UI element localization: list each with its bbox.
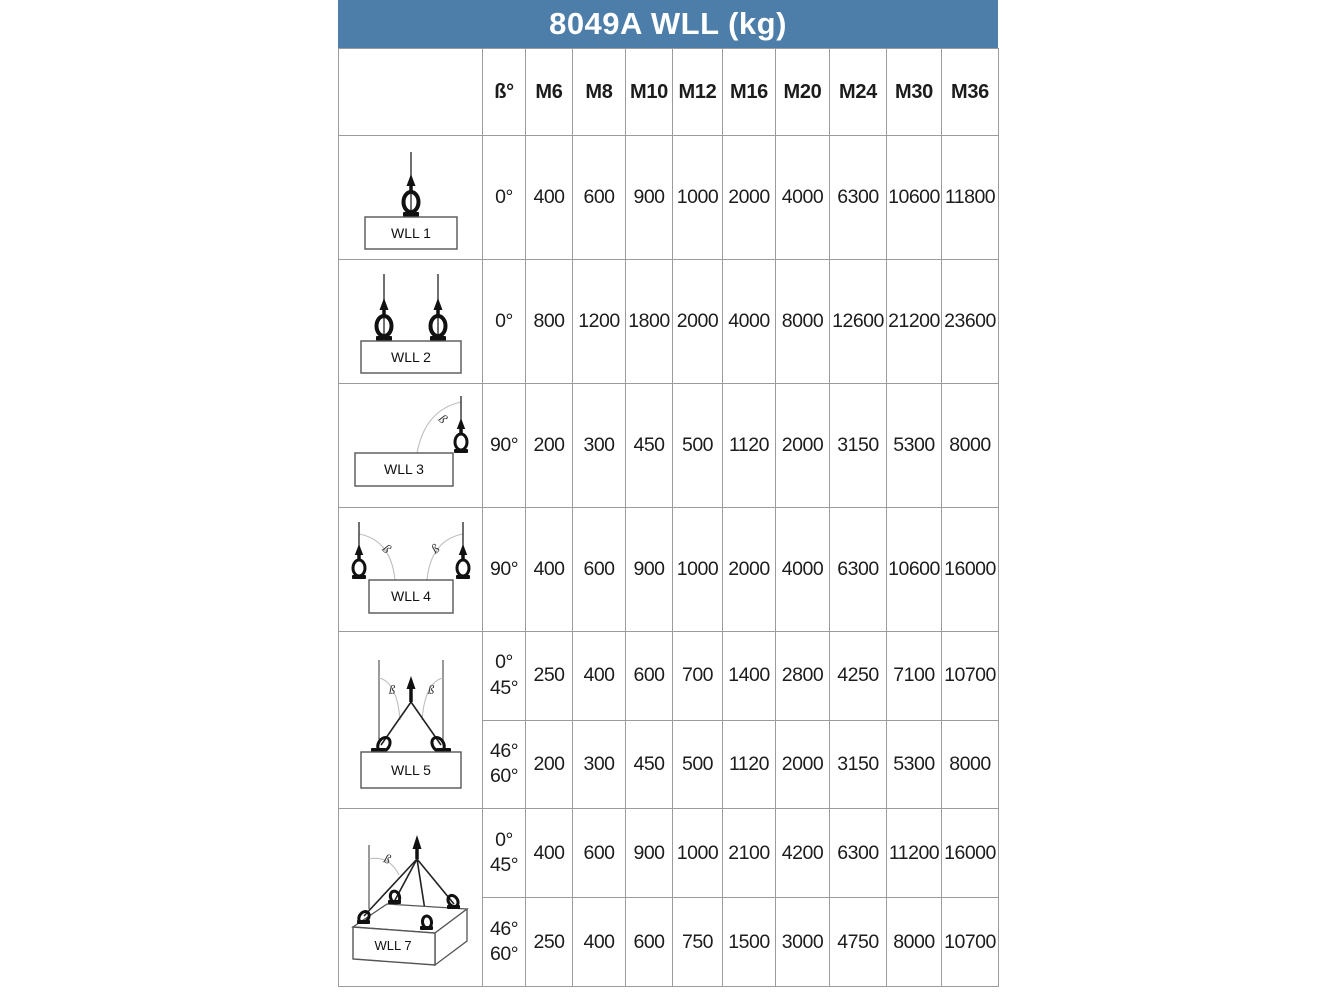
value-cell: 500: [673, 384, 723, 508]
column-header-m30: M30: [887, 49, 942, 136]
eyebolt-icon: [376, 274, 392, 341]
value-cell: 1000: [673, 136, 723, 260]
value-cell: 3150: [830, 720, 887, 809]
table-row: [339, 384, 999, 508]
angle-value: 0°: [495, 828, 513, 851]
value-cell: 750: [673, 898, 723, 987]
angle-cell: [483, 809, 526, 898]
angle-value: 45°: [490, 676, 518, 699]
column-header-m6: M6: [526, 49, 573, 136]
angle-cell: [483, 508, 526, 632]
beta-angle-label: ß: [379, 540, 395, 557]
table-row: [339, 136, 999, 260]
value-cell: 6300: [830, 136, 887, 260]
table-row: [339, 508, 999, 632]
diagram-label: WLL 4: [391, 588, 431, 604]
value-cell: 1400: [723, 632, 776, 721]
angle-value: 0°: [495, 185, 513, 208]
value-cell: 4750: [830, 898, 887, 987]
angle-cell: [483, 632, 526, 721]
beta-angle-label: ß: [435, 410, 451, 427]
value-cell: 300: [573, 384, 626, 508]
column-header-m36: M36: [942, 49, 999, 136]
value-cell: 5300: [887, 384, 942, 508]
value-cell: 1000: [673, 508, 723, 632]
angle-cell: [483, 720, 526, 809]
angle-value: 60°: [490, 765, 518, 788]
column-header-angle: ß°: [483, 49, 526, 136]
column-header-m20: M20: [776, 49, 830, 136]
value-cell: 23600: [942, 260, 999, 384]
table-row: [339, 632, 999, 721]
value-cell: 2000: [723, 508, 776, 632]
beta-angle-label: ß: [388, 682, 396, 697]
value-cell: 5300: [887, 720, 942, 809]
diagram-label: WLL 7: [374, 938, 412, 953]
value-cell: 400: [526, 136, 573, 260]
value-cell: 900: [626, 136, 673, 260]
value-cell: 12600: [830, 260, 887, 384]
header-row: [339, 49, 999, 136]
angle-value: 0°: [495, 309, 513, 332]
value-cell: 10700: [942, 632, 999, 721]
value-cell: 600: [626, 898, 673, 987]
diagram-label: WLL 2: [391, 349, 431, 365]
value-cell: 4250: [830, 632, 887, 721]
illustration-cell-wll5: [339, 632, 483, 809]
value-cell: 11800: [942, 136, 999, 260]
eyebolt-icon: [352, 522, 366, 579]
value-cell: 11200: [887, 809, 942, 898]
eyebolt-icon: [446, 894, 460, 909]
angle-cell: [483, 898, 526, 987]
value-cell: 2000: [673, 260, 723, 384]
wll4-diagram: [339, 508, 483, 631]
value-cell: 1500: [723, 898, 776, 987]
diagram-label: WLL 5: [391, 762, 431, 778]
angle-value: 0°: [495, 651, 513, 674]
illustration-cell-wll7: [339, 809, 483, 987]
value-cell: 7100: [887, 632, 942, 721]
diagram-label: WLL 3: [384, 461, 424, 477]
eyebolt-icon: [454, 418, 468, 453]
eyebolt-icon: [430, 274, 446, 341]
value-cell: 10700: [942, 898, 999, 987]
value-cell: 4000: [776, 136, 830, 260]
value-cell: 500: [673, 720, 723, 809]
value-cell: 10600: [887, 508, 942, 632]
angle-cell: [483, 260, 526, 384]
value-cell: 1200: [573, 260, 626, 384]
column-header-m16: M16: [723, 49, 776, 136]
angle-value: 60°: [490, 943, 518, 965]
value-cell: 8000: [942, 720, 999, 809]
value-cell: 900: [626, 809, 673, 898]
illustration-cell-wll1: [339, 136, 483, 260]
diagram-label: WLL 1: [391, 225, 431, 241]
table-title: 8049A WLL (kg): [338, 0, 998, 48]
beta-angle-label: ß: [381, 850, 393, 867]
value-cell: 4200: [776, 809, 830, 898]
beta-angle-label: ß: [427, 540, 443, 557]
value-cell: 200: [526, 720, 573, 809]
value-cell: 400: [526, 809, 573, 898]
wll1-diagram: [339, 136, 483, 259]
angle-value: 46°: [490, 739, 518, 762]
value-cell: 8000: [776, 260, 830, 384]
value-cell: 6300: [830, 508, 887, 632]
table-row: [339, 809, 999, 898]
value-cell: 700: [673, 632, 723, 721]
value-cell: 1800: [626, 260, 673, 384]
beta-angle-label: ß: [427, 682, 435, 697]
table-header: [339, 49, 999, 136]
wll5-diagram: [339, 632, 483, 808]
column-header-m8: M8: [573, 49, 626, 136]
value-cell: 8000: [942, 384, 999, 508]
value-cell: 1120: [723, 720, 776, 809]
value-cell: 16000: [942, 508, 999, 632]
value-cell: 2800: [776, 632, 830, 721]
value-cell: 10600: [887, 136, 942, 260]
value-cell: 450: [626, 384, 673, 508]
value-cell: 2000: [723, 136, 776, 260]
value-cell: 16000: [942, 809, 999, 898]
value-cell: 300: [573, 720, 626, 809]
value-cell: 250: [526, 632, 573, 721]
table-row: [339, 260, 999, 384]
column-header-m24: M24: [830, 49, 887, 136]
value-cell: 400: [526, 508, 573, 632]
value-cell: 1000: [673, 809, 723, 898]
value-cell: 2100: [723, 809, 776, 898]
column-header-m10: M10: [626, 49, 673, 136]
value-cell: 6300: [830, 809, 887, 898]
value-cell: 4000: [776, 508, 830, 632]
value-cell: 900: [626, 508, 673, 632]
angle-value: 90°: [490, 557, 518, 580]
value-cell: 450: [626, 720, 673, 809]
wll3-diagram: [339, 384, 483, 507]
eyebolt-icon: [403, 174, 419, 217]
illustration-cell-wll4: [339, 508, 483, 632]
spec-sheet: [338, 0, 998, 987]
value-cell: 250: [526, 898, 573, 987]
value-cell: 400: [573, 632, 626, 721]
illustration-cell-wll2: [339, 260, 483, 384]
table-body: [339, 136, 999, 987]
angle-cell: [483, 136, 526, 260]
eyebolt-icon: [456, 522, 470, 579]
wll7-diagram: [339, 809, 483, 986]
value-cell: 600: [573, 136, 626, 260]
value-cell: 200: [526, 384, 573, 508]
value-cell: 2000: [776, 720, 830, 809]
angle-value: 45°: [490, 854, 518, 876]
corner-cell: [339, 49, 483, 136]
wll2-diagram: [339, 260, 483, 383]
angle-value: 90°: [490, 433, 518, 456]
angle-cell: [483, 384, 526, 508]
value-cell: 3150: [830, 384, 887, 508]
value-cell: 600: [626, 632, 673, 721]
value-cell: 1120: [723, 384, 776, 508]
value-cell: 2000: [776, 384, 830, 508]
illustration-cell-wll3: [339, 384, 483, 508]
wll-table: [338, 48, 999, 987]
value-cell: 600: [573, 508, 626, 632]
value-cell: 800: [526, 260, 573, 384]
column-header-m12: M12: [673, 49, 723, 136]
value-cell: 3000: [776, 898, 830, 987]
angle-value: 46°: [490, 917, 518, 940]
value-cell: 21200: [887, 260, 942, 384]
value-cell: 4000: [723, 260, 776, 384]
value-cell: 8000: [887, 898, 942, 987]
value-cell: 400: [573, 898, 626, 987]
eyebolt-icon: [357, 910, 372, 925]
value-cell: 600: [573, 809, 626, 898]
